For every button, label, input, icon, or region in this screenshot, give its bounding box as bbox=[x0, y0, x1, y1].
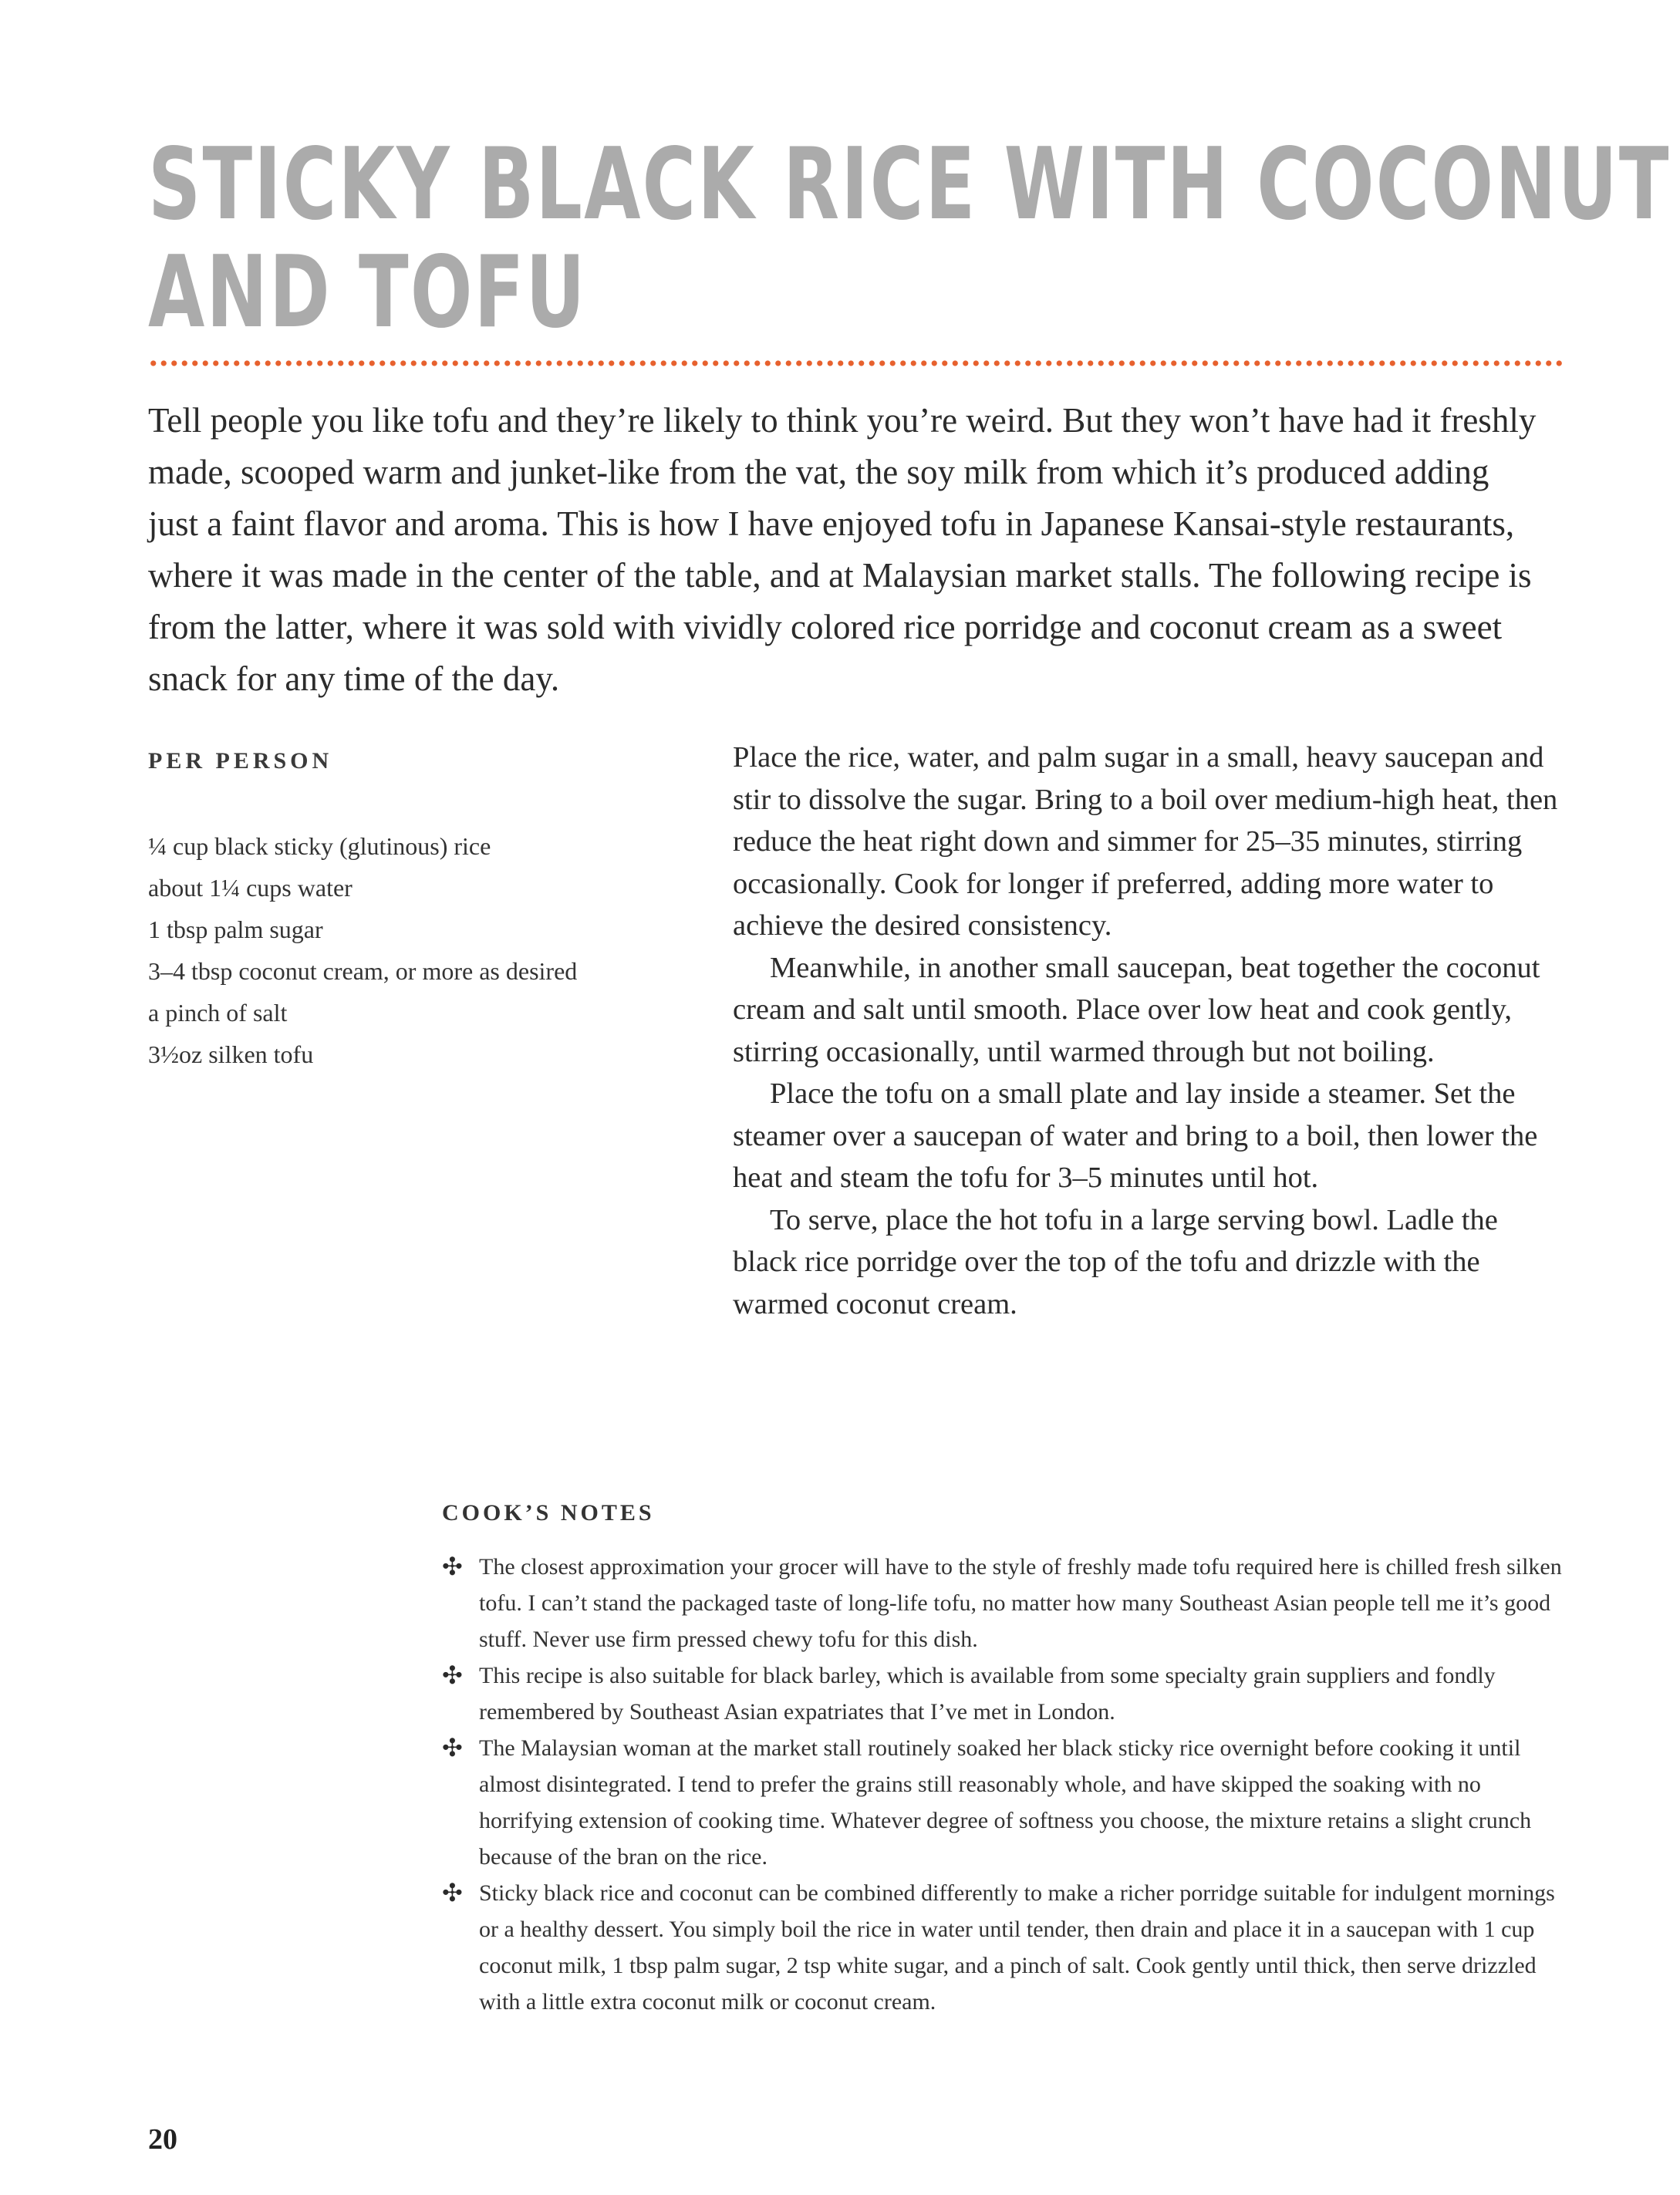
cooks-note bbox=[442, 1657, 1568, 1730]
dotted-divider bbox=[148, 359, 1566, 367]
flower-bullet-icon: ✣ bbox=[442, 1661, 463, 1689]
title-line-2: AND TOFU bbox=[148, 235, 587, 350]
serving-label: PER PERSON bbox=[148, 748, 333, 774]
flower-bullet-icon: ✣ bbox=[442, 1879, 463, 1907]
ingredient-item: 3–4 tbsp coconut cream, or more as desired bbox=[148, 957, 578, 985]
method-step: Place the rice, water, and palm sugar in a small, heavy saucepan and stir to dissolve the sugar. Bring to a boil over medium-high heat, then reduce the heat right down and simmer for 25–35 minutes, stirring occasionally. Cook for longer if preferred, adding more water to achieve the desired consistency. bbox=[733, 741, 1558, 942]
method-step: Place the tofu on a small plate and lay inside a steamer. Set the steamer over a saucepan of water and bring to a boil, then lower the heat and steam the tofu for 3–5 minutes until hot. bbox=[733, 1077, 1538, 1194]
cooks-note bbox=[442, 1730, 1568, 1875]
cooks-note-text: The Malaysian woman at the market stall routinely soaked her black sticky rice overnight before cooking it until almost disintegrated. I tend to prefer the grains still reasonably whole, and have skipped the soaking with no horrifying extension of cooking time. Whatever degree of softness you choose, the mixture retains a slight crunch because of the bran on the rice. bbox=[479, 1735, 1532, 1870]
ingredient-item: a pinch of salt bbox=[148, 999, 288, 1027]
ingredient-item: 1 tbsp palm sugar bbox=[148, 915, 323, 943]
cooks-notes-heading: COOK’S NOTES bbox=[442, 1500, 655, 1526]
cooks-note bbox=[442, 1875, 1568, 2020]
cooks-notes-list bbox=[442, 1549, 1568, 2020]
title-line-1: STICKY BLACK RICE WITH COCONUT bbox=[148, 127, 1671, 242]
cooks-note bbox=[442, 1549, 1568, 1657]
method-step: Meanwhile, in another small saucepan, beat together the coconut cream and salt until smooth. Place over low heat and cook gently, stirring occasionally, until warmed through but not boiling. bbox=[733, 951, 1540, 1068]
cooks-note-text: Sticky black rice and coconut can be combined differently to make a richer porridge suitable for indulgent mornings or a healthy dessert. You simply boil the rice in water until tender, then drain and place it in a saucepan with 1 cup coconut milk, 1 tbsp palm sugar, 2 tsp white sugar, and a pinch of salt. Cook gently until thick, then serve drizzled with a little extra coconut milk or coconut cream. bbox=[479, 1880, 1555, 2015]
recipe-title bbox=[148, 127, 1671, 350]
cooks-note-text: The closest approximation your grocer will have to the style of freshly made tofu required here is chilled fresh silken tofu. I can’t stand the packaged taste of long-life tofu, no matter how many Southeast Asian people tell me it’s good stuff. Never use firm pressed chewy tofu for this dish. bbox=[479, 1554, 1562, 1652]
ingredient-item: about 1¼ cups water bbox=[148, 874, 353, 902]
method-section bbox=[733, 737, 1566, 1325]
ingredient-item: 3½oz silken tofu bbox=[148, 1040, 314, 1068]
intro-paragraph: Tell people you like tofu and they’re likely to think you’re weird. But they won’t have had it freshly made, scooped warm and junket-like from the vat, the soy milk from which it’s produced adding just a faint flavor and aroma. This is how I have enjoyed tofu in Japanese Kansai-style restaurants, where it was made in the center of the table, and at Malaysian market stalls. The following recipe is from the latter, where it was sold with vividly colored rice porridge and coconut cream as a sweet snack for any time of the day. bbox=[148, 401, 1537, 698]
cooks-note-text: This recipe is also suitable for black barley, which is available from some specialty grain suppliers and fondly remembered by Southeast Asian expatriates that I’ve met in London. bbox=[479, 1663, 1496, 1725]
page-number: 20 bbox=[148, 2123, 177, 2156]
ingredient-item: ¼ cup black sticky (glutinous) rice bbox=[148, 832, 491, 860]
ingredient-list bbox=[148, 825, 673, 1075]
flower-bullet-icon: ✣ bbox=[442, 1734, 463, 1762]
flower-bullet-icon: ✣ bbox=[442, 1553, 463, 1580]
method-step: To serve, place the hot tofu in a large serving bowl. Ladle the black rice porridge over the top of the tofu and drizzle with the warmed coconut cream. bbox=[733, 1203, 1498, 1320]
